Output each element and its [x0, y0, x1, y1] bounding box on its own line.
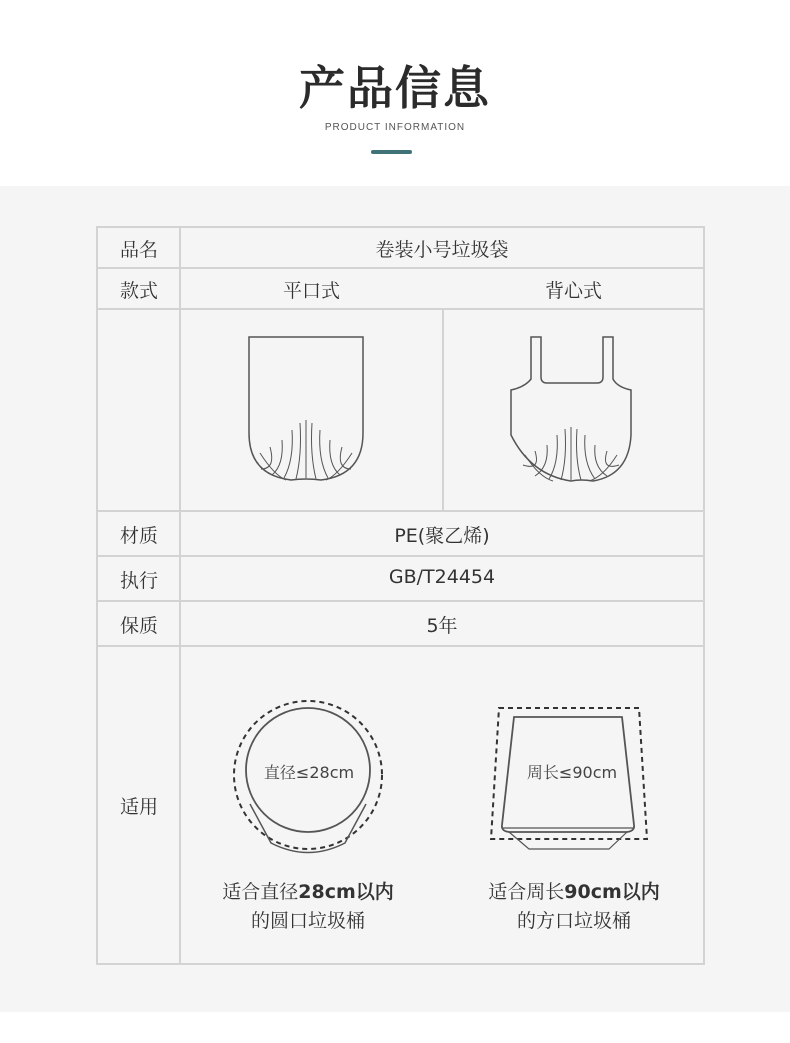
label-column-divider	[179, 228, 181, 963]
row-divider	[98, 267, 703, 269]
style-option-vest: 背心式	[544, 280, 602, 302]
style-option-flat: 平口式	[282, 280, 340, 302]
row-value-standard: GB/T24454	[388, 566, 496, 588]
page-title: 产品信息	[299, 61, 491, 115]
row-label-fit: 适用	[119, 796, 158, 818]
square-bin-caption-bold: 90cm以内	[564, 881, 660, 903]
vest-handle-bag-icon	[511, 335, 641, 485]
row-value-shelf-life: 5年	[426, 615, 458, 637]
square-bin-caption-line2: 的方口垃圾桶	[516, 910, 631, 932]
page-header	[0, 0, 790, 186]
round-bin-dimension: 直径≤28cm	[263, 763, 355, 782]
row-divider	[98, 510, 703, 512]
flat-top-bag-icon	[246, 335, 376, 485]
style-split-divider	[442, 308, 444, 510]
row-label-material: 材质	[119, 525, 158, 547]
round-bin-caption	[188, 878, 428, 936]
row-divider	[98, 555, 703, 557]
square-bin-caption-prefix: 适合周长	[488, 881, 565, 903]
square-bin-dimension: 周长≤90cm	[526, 763, 618, 782]
row-label-standard: 执行	[119, 570, 158, 592]
title-accent-bar	[371, 150, 412, 154]
row-label-style: 款式	[119, 280, 158, 302]
round-bin-caption-bold: 28cm以内	[298, 881, 394, 903]
square-bin-caption	[454, 878, 694, 936]
row-value-name: 卷装小号垃圾袋	[375, 239, 509, 261]
row-divider	[98, 645, 703, 647]
row-label-shelf-life: 保质	[119, 615, 158, 637]
row-divider	[98, 600, 703, 602]
page-subtitle: PRODUCT INFORMATION	[324, 122, 466, 133]
round-bin-caption-line2: 的圆口垃圾桶	[250, 910, 365, 932]
row-divider	[98, 308, 703, 310]
row-value-material: PE(聚乙烯)	[394, 525, 490, 547]
product-info-table	[96, 226, 705, 965]
row-label-name: 品名	[119, 239, 158, 261]
round-bin-caption-prefix: 适合直径	[222, 881, 299, 903]
